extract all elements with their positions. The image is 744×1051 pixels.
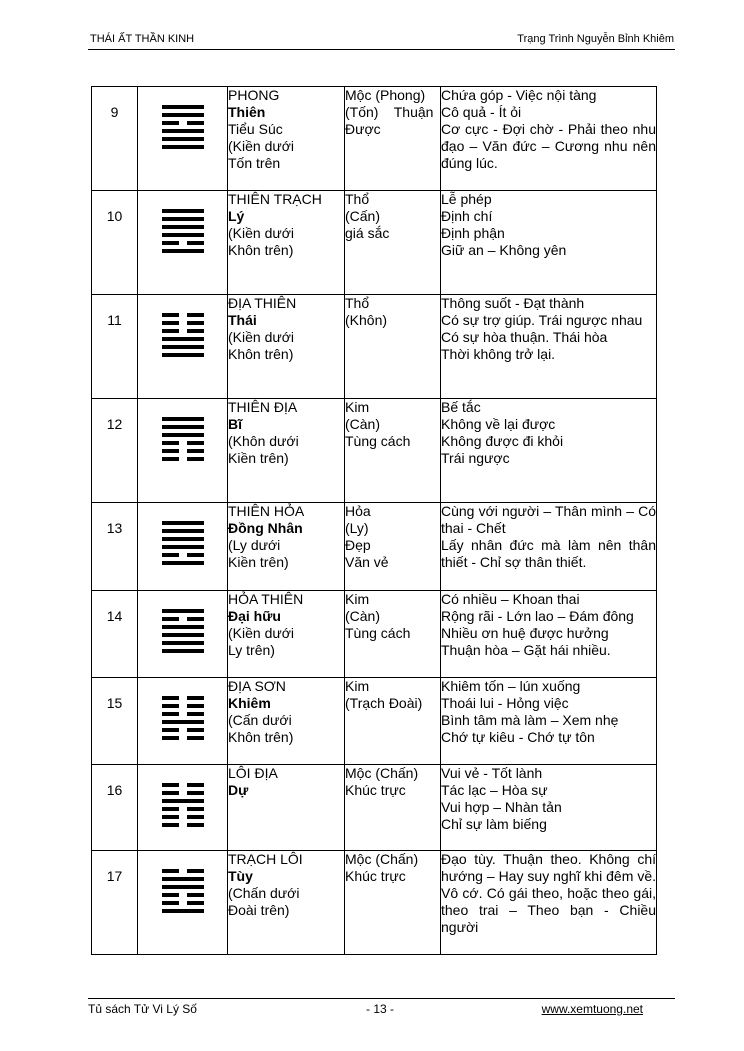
hexagram-symbol-cell	[138, 399, 228, 503]
hexagram-symbol-cell	[138, 191, 228, 295]
hexagram-symbol	[162, 105, 204, 149]
yang-line	[162, 353, 204, 357]
meaning-cell	[441, 765, 657, 851]
hexagram-symbol-cell	[138, 591, 228, 678]
yin-line	[162, 449, 204, 453]
yang-line	[162, 633, 204, 637]
hexagram-name-cell	[228, 765, 345, 851]
hexagram-name-cell	[228, 591, 345, 678]
row-number: 11	[107, 312, 122, 328]
meaning-cell	[441, 678, 657, 765]
hexagram-name-line: (Cấn dưới	[228, 712, 292, 728]
hexagram-symbol	[162, 609, 204, 653]
yin-line	[162, 313, 204, 317]
meaning-line: Rộng rãi - Lớn lao – Đám đông	[441, 608, 634, 624]
hexagram-symbol	[162, 417, 204, 461]
meaning-line: Thuận hòa – Gặt hái nhiều.	[441, 642, 611, 658]
element-line: giá sắc	[345, 225, 390, 241]
hexagram-trigram-label: THIÊN ĐỊA	[228, 399, 298, 415]
header-author: Trạng Trình Nguyễn Bỉnh Khiêm	[517, 33, 674, 45]
row-number-cell	[92, 295, 138, 399]
hexagram-symbol	[162, 313, 204, 357]
hexagram-name-line: (Ly dưới	[228, 537, 281, 553]
meaning-line: Thoái lui - Hỏng việc	[441, 695, 569, 711]
hexagram-symbol-cell	[138, 295, 228, 399]
meaning-line: Có nhiều – Khoan thai	[441, 591, 580, 607]
row-number-cell	[92, 765, 138, 851]
yin-line	[162, 553, 204, 557]
meaning-line: Thông suốt - Đạt thành	[441, 295, 585, 311]
hexagram-trigram-label: PHONG	[228, 87, 280, 103]
yin-line	[162, 893, 204, 897]
element-cell	[345, 87, 441, 191]
hexagram-table-body	[92, 87, 657, 955]
yin-line	[162, 823, 204, 827]
hexagram-name: Dự	[228, 782, 249, 798]
meaning-line: Chớ tự kiêu - Chớ tự tôn	[441, 729, 595, 745]
hexagram-trigram-label: THIÊN TRẠCH	[228, 191, 322, 207]
hexagram-name-line: Khôn trên)	[228, 729, 294, 745]
yang-line	[162, 217, 204, 221]
row-number: 9	[110, 104, 119, 120]
meaning-line: Định chí	[441, 208, 493, 224]
hexagram-symbol-cell	[138, 851, 228, 955]
yin-line	[162, 736, 204, 740]
hexagram-trigram-label: ĐỊA THIÊN	[228, 295, 297, 311]
hexagram-symbol	[162, 696, 204, 740]
hexagram-name-cell	[228, 503, 345, 591]
row-number-cell	[92, 191, 138, 295]
element-line: (Ly)	[345, 520, 369, 536]
yin-line	[162, 704, 204, 708]
yin-line	[162, 791, 204, 795]
yin-line	[162, 321, 204, 325]
hexagram-trigram-label: THIÊN HỎA	[228, 503, 305, 519]
hexagram-name-line: (Chấn dưới	[228, 885, 300, 901]
yang-line	[162, 129, 204, 133]
hexagram-name-cell	[228, 191, 345, 295]
hexagram-trigram-label: HỎA THIÊN	[228, 591, 304, 607]
element-line: Khúc trực	[345, 868, 406, 884]
hexagram-name-cell	[228, 295, 345, 399]
hexagram-name: Khiêm	[228, 695, 271, 711]
hexagram-name-cell	[228, 87, 345, 191]
hexagram-row	[92, 851, 657, 955]
meaning-line: Cô quả - Ít ỏi	[441, 104, 522, 120]
footer-series: Tủ sách Tử Vi Lý Số	[88, 1002, 197, 1016]
yin-line	[162, 696, 204, 700]
element-cell	[345, 295, 441, 399]
element-line: Kim	[345, 399, 370, 415]
element-cell	[345, 591, 441, 678]
hexagram-row	[92, 87, 657, 191]
yang-line	[162, 649, 204, 653]
yang-line	[162, 209, 204, 213]
meaning-cell	[441, 295, 657, 399]
element-line: Tùng cách	[345, 625, 411, 641]
hexagram-symbol	[162, 521, 204, 565]
element-line: Mộc (Chấn)	[345, 765, 419, 781]
hexagram-name-line: Ly trên)	[228, 642, 275, 658]
element-line: (Khôn)	[345, 312, 388, 328]
meaning-line: Có sự hòa thuận. Thái hòa	[441, 329, 608, 345]
hexagram-row	[92, 678, 657, 765]
yang-line	[162, 521, 204, 525]
element-line: Đẹp	[345, 537, 371, 553]
yin-line	[162, 241, 204, 245]
hexagram-name-line: (Kiền dưới	[228, 138, 295, 154]
meaning-line: Đạo tùy. Thuận theo. Không chí hướng – Hay suy nghĩ khi đêm về. Vô cớ. Có gái theo, hoặc theo gái, theo trai – Theo bạn - Chiều người	[441, 851, 656, 935]
yang-line	[162, 537, 204, 541]
yin-line	[162, 869, 204, 873]
hexagram-name: Tùy	[228, 868, 253, 884]
element-line: Hỏa	[345, 503, 371, 519]
element-line: Kim	[345, 678, 370, 694]
yang-line	[162, 609, 204, 613]
element-line: (Càn)	[345, 416, 381, 432]
meaning-line: Không được đi khỏi	[441, 433, 564, 449]
element-cell	[345, 399, 441, 503]
header-divider	[88, 49, 675, 50]
row-number: 12	[106, 416, 123, 432]
yang-line	[162, 877, 204, 881]
hexagram-name-line: Tốn trên	[228, 155, 281, 171]
meaning-line: Lấy nhân đức mà làm nên thân thiết - Chỉ sợ thân thiết.	[441, 537, 656, 570]
yin-line	[162, 329, 204, 333]
element-cell	[345, 765, 441, 851]
hexagram-trigram-label: ĐỊA SƠN	[228, 678, 286, 694]
meaning-cell	[441, 503, 657, 591]
yang-line	[162, 105, 204, 109]
element-cell	[345, 851, 441, 955]
row-number: 15	[106, 695, 123, 711]
element-line: (Tốn) Thuận	[345, 104, 434, 120]
hexagram-symbol	[162, 869, 204, 913]
yang-line	[162, 625, 204, 629]
hexagram-row	[92, 591, 657, 678]
hexagram-name: Thiên	[228, 104, 266, 120]
yang-line	[162, 113, 204, 117]
row-number-cell	[92, 87, 138, 191]
element-cell	[345, 503, 441, 591]
hexagram-name: Lý	[228, 208, 245, 224]
meaning-line: Trái ngược	[441, 450, 510, 466]
yang-line	[162, 233, 204, 237]
hexagram-symbol-cell	[138, 765, 228, 851]
hexagram-symbol	[162, 209, 204, 253]
yang-line	[162, 641, 204, 645]
element-line: Thổ	[345, 191, 370, 207]
yang-line	[162, 425, 204, 429]
meaning-line: Định phận	[441, 225, 505, 241]
yang-line	[162, 885, 204, 889]
element-line: (Trạch Đoài)	[345, 695, 423, 711]
meaning-cell	[441, 191, 657, 295]
meaning-cell	[441, 399, 657, 503]
hexagram-name-line: Đoài trên)	[228, 902, 290, 918]
yang-line	[162, 433, 204, 437]
yin-line	[162, 441, 204, 445]
page-footer	[88, 1002, 675, 1016]
meaning-line: Lễ phép	[441, 191, 492, 207]
hexagram-name-line: Kiền trên)	[228, 450, 289, 466]
hexagram-name-line: Khôn trên)	[228, 346, 294, 362]
yin-line	[162, 728, 204, 732]
element-line: Tùng cách	[345, 433, 411, 449]
hexagram-symbol	[162, 783, 204, 827]
yang-line	[162, 225, 204, 229]
hexagram-name-line: Kiền trên)	[228, 554, 289, 570]
yang-line	[162, 545, 204, 549]
hexagram-name-cell	[228, 851, 345, 955]
hexagram-name: Đồng Nhân	[228, 520, 303, 536]
meaning-cell	[441, 87, 657, 191]
element-line: Văn vẻ	[345, 554, 389, 570]
yang-line	[162, 337, 204, 341]
yang-line	[162, 529, 204, 533]
hexagram-name-line: (Kiền dưới	[228, 225, 295, 241]
yang-line	[162, 417, 204, 421]
hexagram-name: Thái	[228, 312, 257, 328]
meaning-line: Chứa góp - Việc nội tàng	[441, 87, 597, 103]
meaning-line: Nhiều ơn huệ được hưởng	[441, 625, 609, 641]
hexagram-name-cell	[228, 678, 345, 765]
element-line: Kim	[345, 591, 370, 607]
page-header	[88, 33, 674, 47]
yin-line	[162, 807, 204, 811]
yang-line	[162, 799, 204, 803]
element-line: Khúc trực	[345, 782, 406, 798]
row-number-cell	[92, 399, 138, 503]
hexagram-name-cell	[228, 399, 345, 503]
element-cell	[345, 191, 441, 295]
hexagram-symbol-cell	[138, 678, 228, 765]
hexagram-table	[91, 86, 657, 955]
row-number: 16	[106, 782, 123, 798]
meaning-line: Có sự trợ giúp. Trái ngược nhau	[441, 312, 643, 328]
meaning-cell	[441, 591, 657, 678]
element-line: Mộc (Chấn)	[345, 851, 419, 867]
element-line: Mộc (Phong)	[345, 87, 426, 103]
meaning-line: Tác lạc – Hòa sự	[441, 782, 548, 798]
hexagram-row	[92, 191, 657, 295]
meaning-line: Khiêm tốn – lún xuống	[441, 678, 581, 694]
hexagram-row	[92, 503, 657, 591]
hexagram-row	[92, 765, 657, 851]
row-number-cell	[92, 591, 138, 678]
hexagram-trigram-label: LÔI ĐỊA	[228, 765, 278, 781]
footer-website-link[interactable]: www.xemtuong.net	[541, 1002, 643, 1016]
element-line: Thổ	[345, 295, 370, 311]
hexagram-row	[92, 399, 657, 503]
meaning-cell	[441, 851, 657, 955]
yang-line	[162, 249, 204, 253]
yin-line	[162, 121, 204, 125]
row-number-cell	[92, 851, 138, 955]
meaning-line: Cùng với người – Thân mình – Có thai - Chết	[441, 503, 656, 536]
page-number: - 13 -	[366, 1002, 395, 1016]
hexagram-name: Đại hữu	[228, 608, 281, 624]
hexagram-name-line: (Kiền dưới	[228, 329, 295, 345]
hexagram-row	[92, 295, 657, 399]
row-number: 14	[106, 608, 123, 624]
hexagram-symbol-cell	[138, 503, 228, 591]
hexagram-symbol-cell	[138, 87, 228, 191]
hexagram-name-line: (Khôn dưới	[228, 433, 299, 449]
yang-line	[162, 345, 204, 349]
yang-line	[162, 909, 204, 913]
meaning-line: Không về lại được	[441, 416, 556, 432]
yang-line	[162, 720, 204, 724]
yang-line	[162, 145, 204, 149]
yang-line	[162, 561, 204, 565]
element-line: (Càn)	[345, 608, 381, 624]
meaning-line: Giữ an – Không yên	[441, 242, 567, 258]
row-number: 17	[106, 868, 123, 884]
element-line: (Cấn)	[345, 208, 381, 224]
row-number: 10	[106, 208, 123, 224]
meaning-line: Vui hợp – Nhàn tản	[441, 799, 562, 815]
hexagram-name-line: (Kiền dưới	[228, 625, 295, 641]
meaning-line: Bế tắc	[441, 399, 481, 415]
footer-divider	[88, 998, 675, 999]
meaning-line: Bình tâm mà làm – Xem nhẹ	[441, 712, 619, 728]
meaning-line: Chỉ sự làm biếng	[441, 816, 547, 832]
hexagram-name: Bĩ	[228, 416, 242, 432]
yang-line	[162, 137, 204, 141]
hexagram-name-line: Khôn trên)	[228, 242, 294, 258]
element-cell	[345, 678, 441, 765]
yin-line	[162, 712, 204, 716]
yin-line	[162, 901, 204, 905]
header-book-title: THÁI ẤT THẦN KINH	[90, 33, 195, 45]
hexagram-name-line: Tiểu Súc	[228, 121, 283, 137]
yin-line	[162, 815, 204, 819]
hexagram-trigram-label: TRẠCH LÔI	[228, 851, 303, 867]
row-number-cell	[92, 678, 138, 765]
row-number: 13	[106, 520, 123, 536]
yin-line	[162, 783, 204, 787]
meaning-line: Vui vẻ - Tốt lành	[441, 765, 543, 781]
yin-line	[162, 617, 204, 621]
meaning-line: Cơ cực - Đợi chờ - Phải theo nhu đạo – Văn đức – Cương nhu nên đúng lúc.	[441, 121, 656, 171]
row-number-cell	[92, 503, 138, 591]
meaning-line: Thời không trở lại.	[441, 346, 556, 362]
element-line: Được	[345, 121, 381, 137]
yin-line	[162, 457, 204, 461]
